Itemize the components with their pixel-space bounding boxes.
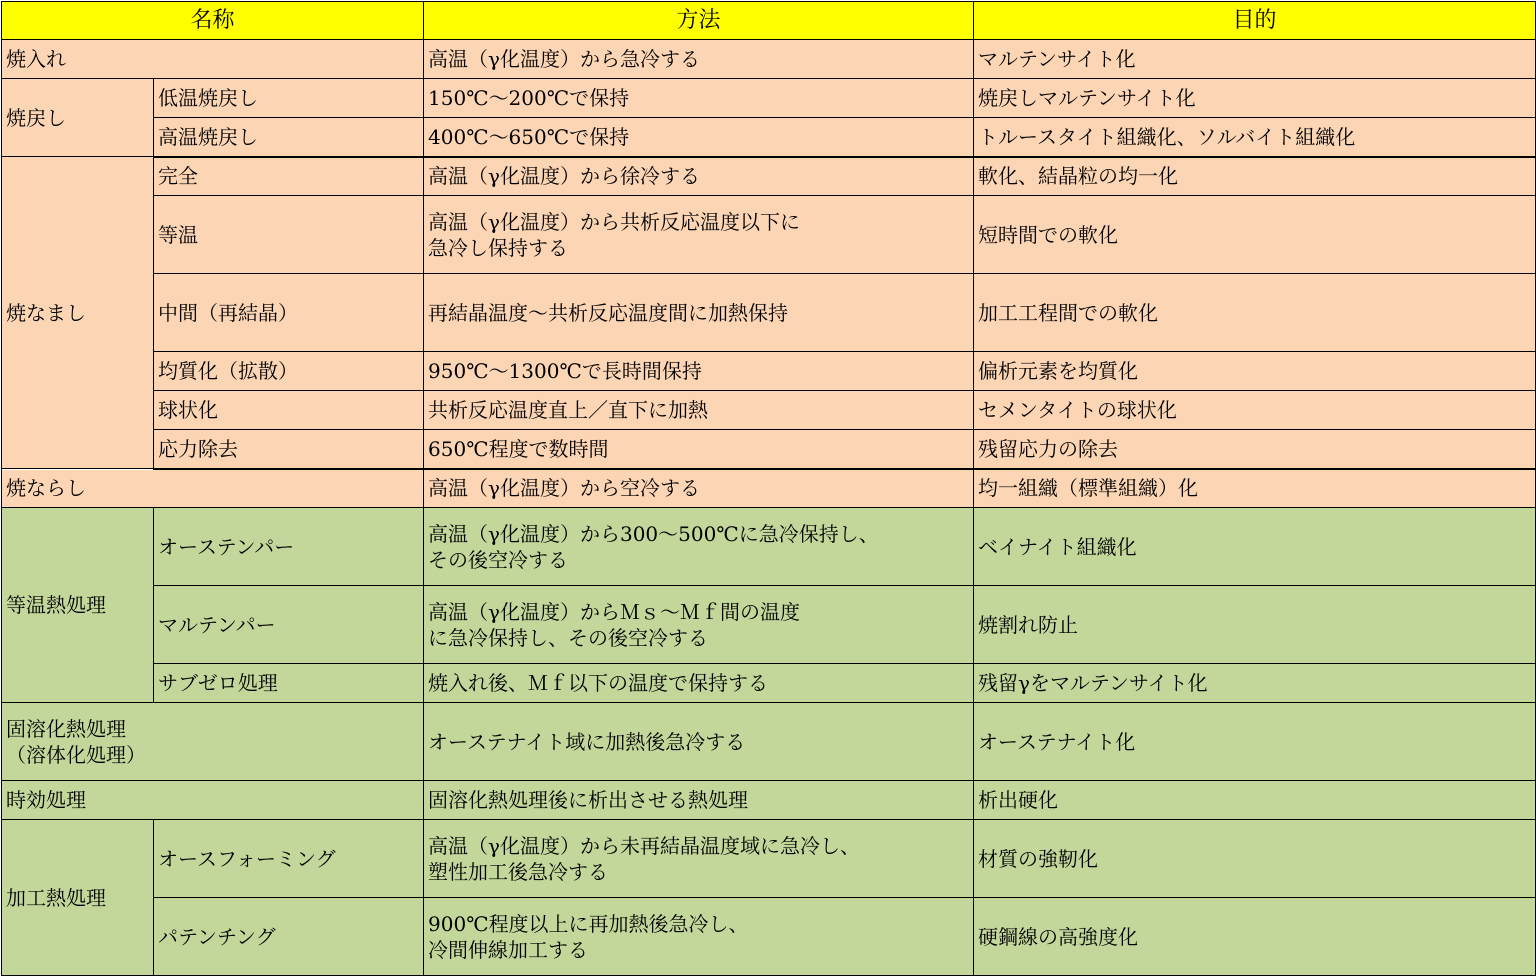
method-cell: 高温（γ化温度）から空冷する <box>424 469 974 508</box>
table-row <box>2 430 1536 469</box>
method-cell: 高温（γ化温度）から急冷する <box>424 40 974 79</box>
table-row <box>2 157 1536 196</box>
header-row <box>2 2 1536 40</box>
purpose-cell: 焼戻しマルテンサイト化 <box>974 79 1536 118</box>
method-line: その後空冷する <box>428 547 569 572</box>
group-cell: 焼なまし <box>2 157 154 469</box>
method-cell <box>424 586 974 664</box>
sub-cell: 球状化 <box>154 391 424 430</box>
purpose-cell: ベイナイト組織化 <box>974 508 1536 586</box>
method-cell: オーステナイト域に加熱後急冷する <box>424 703 974 781</box>
method-line: 冷間伸線加工する <box>428 937 589 962</box>
header-purpose: 目的 <box>974 2 1536 40</box>
table-row <box>2 391 1536 430</box>
purpose-cell: 残留γをマルテンサイト化 <box>974 664 1536 703</box>
table-row <box>2 820 1536 898</box>
table-row <box>2 898 1536 976</box>
purpose-cell: マルテンサイト化 <box>974 40 1536 79</box>
sub-cell: 完全 <box>154 157 424 196</box>
table-row <box>2 664 1536 703</box>
group-cell: 焼入れ <box>2 40 424 79</box>
header-method: 方法 <box>424 2 974 40</box>
method-cell: 共析反応温度直上／直下に加熱 <box>424 391 974 430</box>
group-cell: 焼ならし <box>2 469 424 508</box>
sub-cell: マルテンパー <box>154 586 424 664</box>
table-row <box>2 469 1536 508</box>
table-row <box>2 508 1536 586</box>
purpose-cell: 短時間での軟化 <box>974 196 1536 274</box>
table-row <box>2 352 1536 391</box>
method-cell: 950℃～1300℃で長時間保持 <box>424 352 974 391</box>
sub-cell: 高温焼戻し <box>154 118 424 157</box>
sub-cell: 中間（再結晶） <box>154 274 424 352</box>
method-line: 高温（γ化温度）から300～500℃に急冷保持し、 <box>428 521 879 546</box>
purpose-cell: 材質の強靭化 <box>974 820 1536 898</box>
header-name: 名称 <box>2 2 424 40</box>
table-row <box>2 79 1536 118</box>
group-line: 固溶化熱処理 <box>6 716 126 741</box>
method-cell: 焼入れ後、Ｍｆ以下の温度で保持する <box>424 664 974 703</box>
table-row <box>2 196 1536 274</box>
sub-cell: オーステンパー <box>154 508 424 586</box>
sub-cell: サブゼロ処理 <box>154 664 424 703</box>
purpose-cell: 硬鋼線の高強度化 <box>974 898 1536 976</box>
sub-cell: 応力除去 <box>154 430 424 469</box>
method-line: 塑性加工後急冷する <box>428 859 609 884</box>
purpose-cell: 焼割れ防止 <box>974 586 1536 664</box>
table-row <box>2 40 1536 79</box>
method-line: 高温（γ化温度）からＭｓ～Ｍｆ間の温度 <box>428 599 800 624</box>
table-row <box>2 781 1536 820</box>
sub-cell: 均質化（拡散） <box>154 352 424 391</box>
method-cell: 400℃～650℃で保持 <box>424 118 974 157</box>
method-cell <box>424 196 974 274</box>
purpose-cell: オーステナイト化 <box>974 703 1536 781</box>
heat-treatment-table <box>1 1 1536 976</box>
group-cell: 等温熱処理 <box>2 508 154 703</box>
method-line: に急冷保持し、その後空冷する <box>428 625 709 650</box>
method-cell <box>424 820 974 898</box>
group-line: （溶体化処理） <box>6 742 146 767</box>
method-cell: 再結晶温度～共析反応温度間に加熱保持 <box>424 274 974 352</box>
purpose-cell: トルースタイト組織化、ソルバイト組織化 <box>974 118 1536 157</box>
table-row <box>2 703 1536 781</box>
purpose-cell: 偏析元素を均質化 <box>974 352 1536 391</box>
table-row <box>2 274 1536 352</box>
sub-cell: パテンチング <box>154 898 424 976</box>
method-cell: 150℃～200℃で保持 <box>424 79 974 118</box>
sub-cell: 等温 <box>154 196 424 274</box>
method-cell: 高温（γ化温度）から徐冷する <box>424 157 974 196</box>
group-cell: 加工熱処理 <box>2 820 154 976</box>
method-line: 高温（γ化温度）から共析反応温度以下に <box>428 209 800 234</box>
purpose-cell: 均一組織（標準組織）化 <box>974 469 1536 508</box>
purpose-cell: 軟化、結晶粒の均一化 <box>974 157 1536 196</box>
table-row <box>2 586 1536 664</box>
sub-cell: 低温焼戻し <box>154 79 424 118</box>
method-line: 急冷し保持する <box>428 235 569 260</box>
group-cell: 時効処理 <box>2 781 424 820</box>
group-cell: 焼戻し <box>2 79 154 157</box>
group-cell <box>2 703 424 781</box>
method-line: 高温（γ化温度）から未再結晶温度域に急冷し、 <box>428 833 860 858</box>
method-cell: 650℃程度で数時間 <box>424 430 974 469</box>
method-cell <box>424 898 974 976</box>
purpose-cell: 析出硬化 <box>974 781 1536 820</box>
purpose-cell: 残留応力の除去 <box>974 430 1536 469</box>
sub-cell: オースフォーミング <box>154 820 424 898</box>
purpose-cell: 加工工程間での軟化 <box>974 274 1536 352</box>
purpose-cell: セメンタイトの球状化 <box>974 391 1536 430</box>
method-cell <box>424 508 974 586</box>
method-cell: 固溶化熱処理後に析出させる熱処理 <box>424 781 974 820</box>
table-row <box>2 118 1536 157</box>
method-line: 900℃程度以上に再加熱後急冷し、 <box>428 911 749 936</box>
